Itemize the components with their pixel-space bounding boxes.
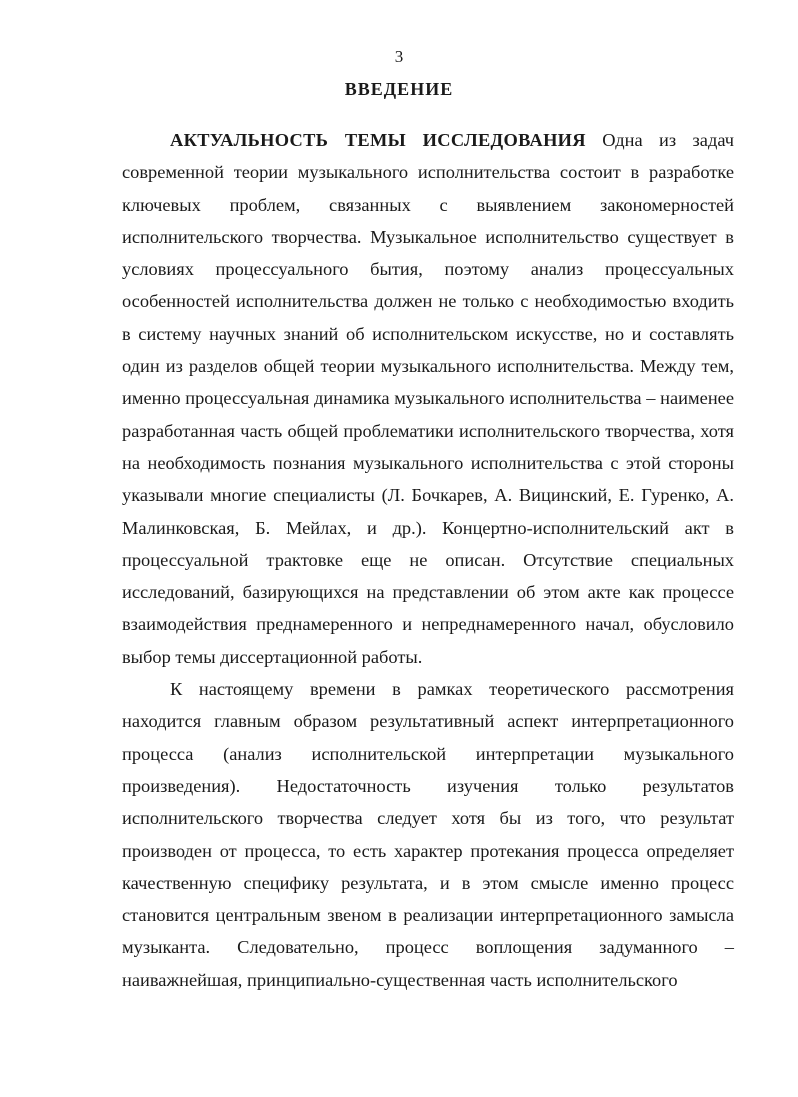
paragraph-2: К настоящему времени в рамках теоретического рассмотрения находится главным образом результативный аспект интерпретационного процесса (анализ исполнительской интерпретации музыкального произведения). Недостаточность изучения только результатов исполнительского творчества следует хотя бы из того, что результат производен от процесса, то есть характер протекания процесса определяет качественную специфику результата, и в этом смысле именно процесс становится центральным звеном в реализации интерпретационного замысла музыканта. Следовательно, процесс воплощения задуманного – наиважнейшая, принципиально-существенная часть исполнительского <box>122 679 734 990</box>
section-heading: ВВЕДЕНИЕ <box>344 79 454 99</box>
body-text <box>122 124 734 996</box>
paragraph-1 <box>122 124 734 673</box>
lead-phrase: АКТУАЛЬНОСТЬ ТЕМЫ ИССЛЕДОВАНИЯ <box>170 130 586 150</box>
page-number: 3 <box>394 47 404 66</box>
paragraph-1-text: Одна из задач современной теории музыкального исполнительства состоит в разработке ключевых проблем, связанных с выявлением закономерностей исполнительского творчества. Музыкальное исполнительство существует в условиях процессуального бытия, поэтому анализ процессуальных особенностей исполнительства должен не только с необходимостью входить в систему научных знаний об исполнительском искусстве, но и составлять один из разделов общей теории музыкального исполнительства. Между тем, именно процессуальная динамика музыкального исполнительства – наименее разработанная часть общей проблематики исполнительского творчества, хотя на необходимость познания музыкального исполнительства с этой стороны указывали многие специалисты (Л. Бочкарев, А. Вицинский, Е. Гуренко, А. Малинковская, Б. Мейлах, и др.). Концертно-исполнительский акт в процессуальной трактовке еще не описан. Отсутствие специальных исследований, базирующихся на представлении об этом акте как процессе взаимодействия преднамеренного и непреднамеренного начал, обусловило выбор темы диссертационной работы. <box>122 130 734 667</box>
